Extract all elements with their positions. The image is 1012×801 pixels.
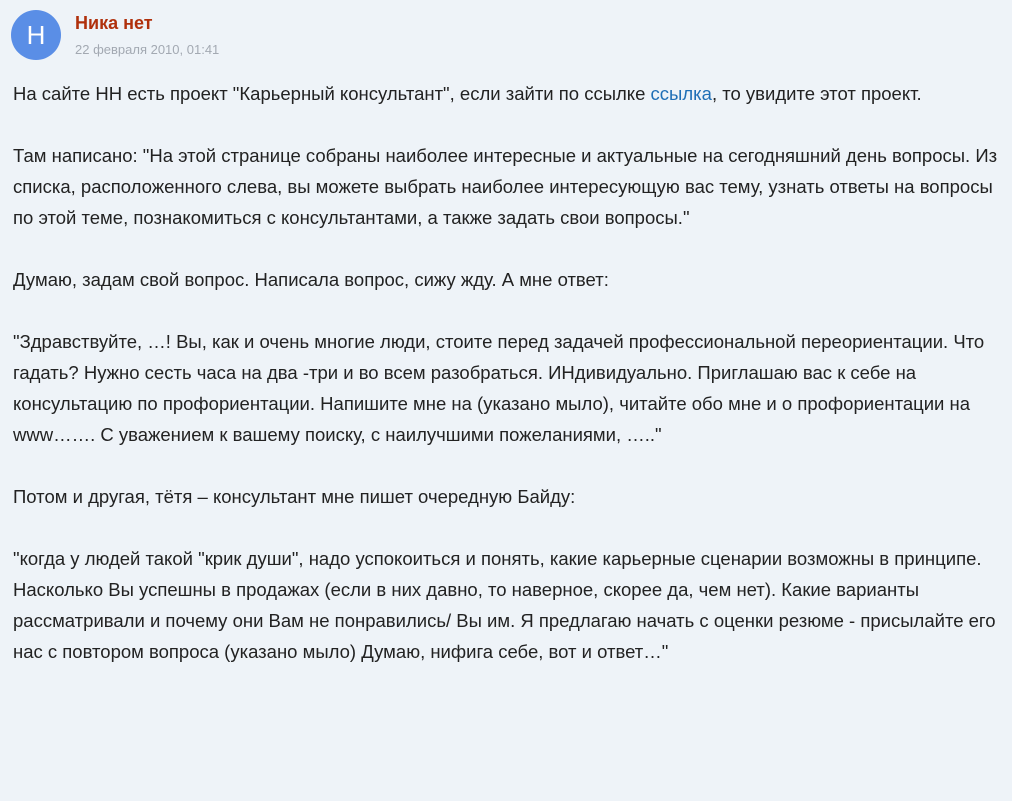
link[interactable]: ссылка [650,83,712,104]
paragraph-1-text-after: , то увидите этот проект. [711,83,922,104]
paragraph-5: Потом и другая, тётя – консультант мне пишет очередную Байду: [13,486,576,507]
post-meta [75,10,219,58]
post-body [13,78,1003,698]
post-date: 22 февраля 2010, 01:41 [75,42,220,57]
paragraph-1-text-before: На сайте НН есть проект "Карьерный консультант", если зайти по ссылке [13,83,651,104]
paragraph-1 [13,78,1003,109]
avatar[interactable]: Н [11,10,61,60]
author-name[interactable]: Ника нет [75,13,153,33]
paragraph-4: "Здравствуйте, …! Вы, как и очень многие люди, стоите перед задачей профессиональной переориентации. Что гадать? Нужно сесть часа на два -три и во всем разобраться. ИНдивидуально. Приглашаю вас к себе на консультацию по профориентации. Напишите мне на (указано мыло), читайте обо мне и о профориентации на www……. С уважением к вашему поиску, с наилучшими пожеланиями, ….." [13,331,985,445]
post-header [11,10,219,66]
paragraph-6: "когда у людей такой "крик души", надо успокоиться и понять, какие карьерные сценарии возможны в принципе. Насколько Вы успешны в продажах (если в них давно, то наверное, скорее да, чем нет). Какие варианты рассматривали и почему они Вам не понравились/ Вы им. Я предлагаю начать с оценки резюме - присылайте его нас с повтором вопроса (указано мыло) Думаю, нифига себе, вот и ответ…" [13,548,996,662]
paragraph-3: Думаю, задам свой вопрос. Написала вопрос, сижу жду. А мне ответ: [13,269,609,290]
paragraph-2: Там написано: "На этой странице собраны наиболее интересные и актуальные на сегодняшний день вопросы. Из списка, расположенного слева, вы можете выбрать наиболее интересующую вас тему, узнать ответы на вопросы по этой теме, познакомиться с консультантами, а также задать свои вопросы." [13,145,998,228]
